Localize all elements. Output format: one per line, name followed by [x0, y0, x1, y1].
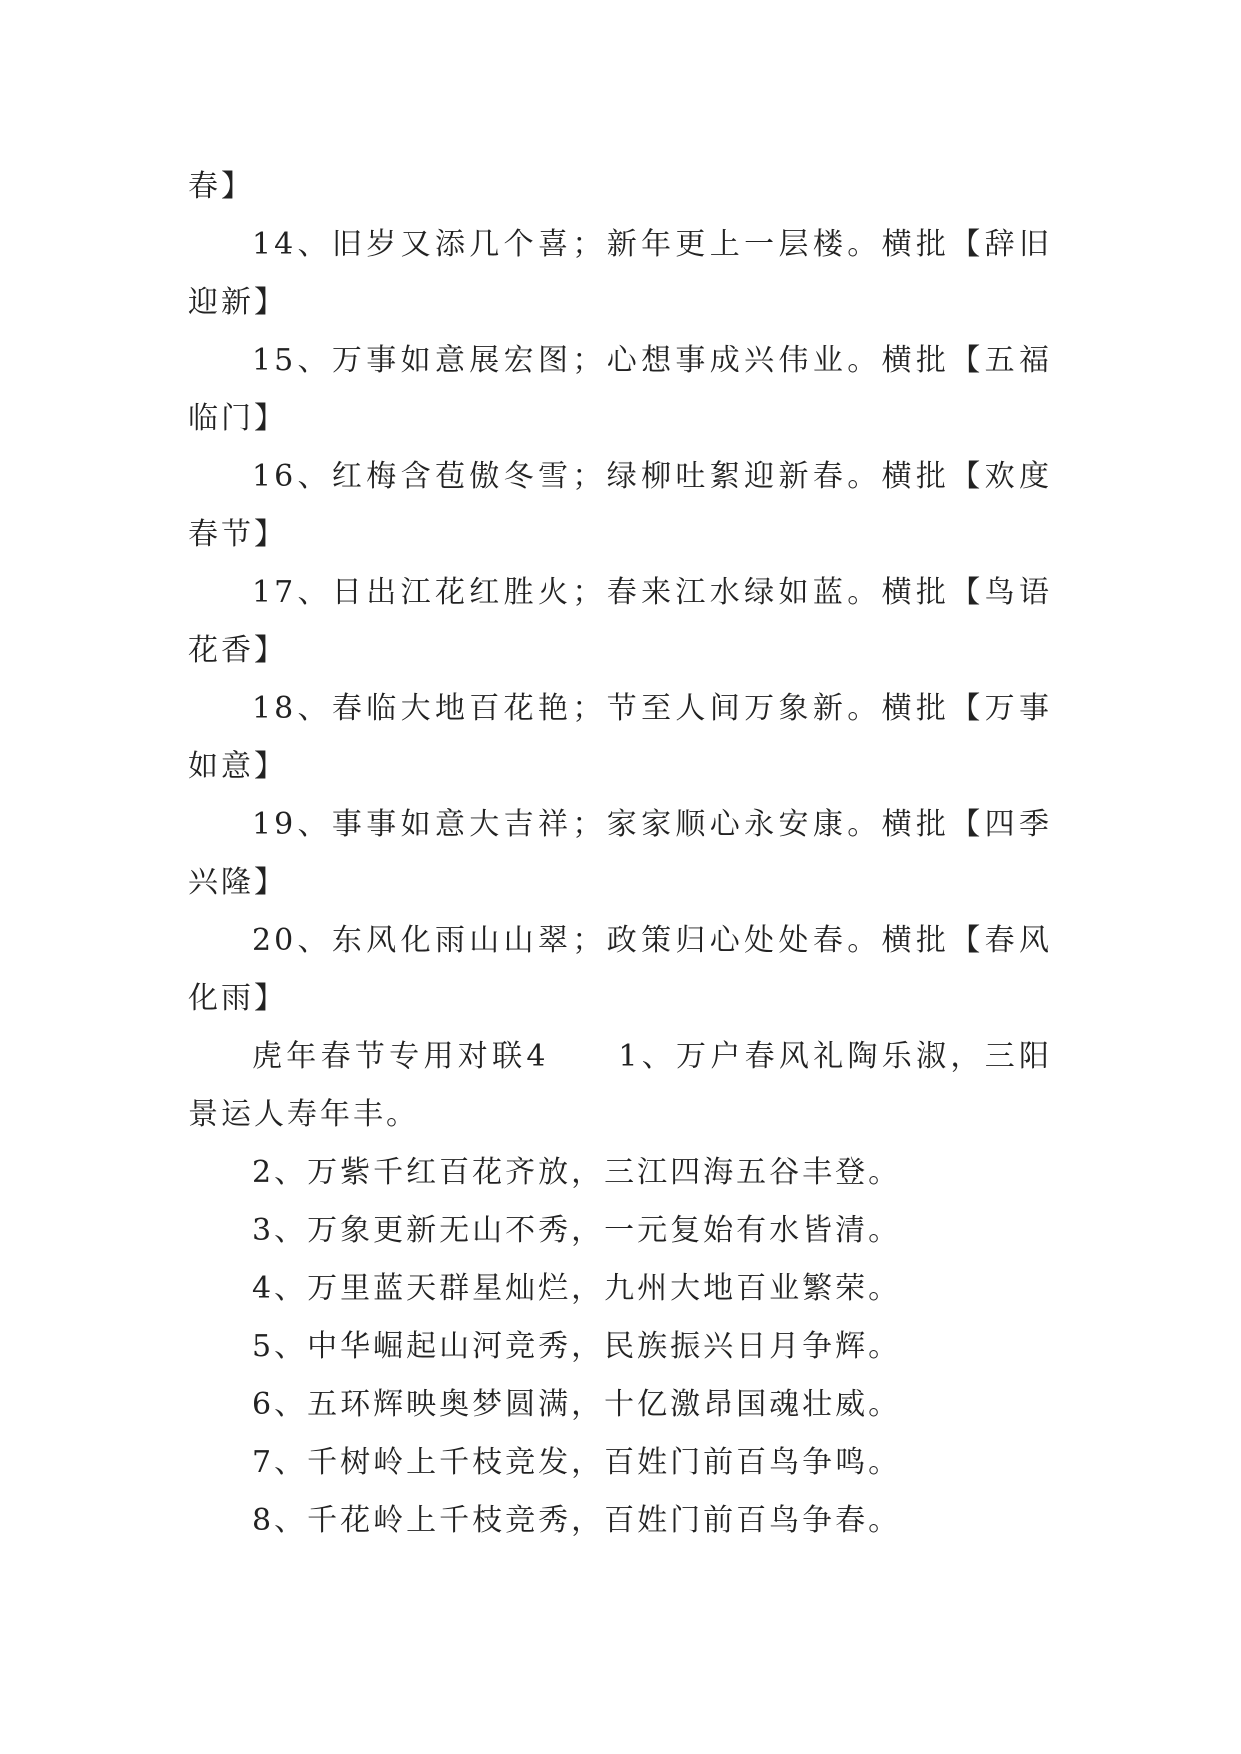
document-body: [188, 158, 1052, 1550]
couplet-8: 8、千花岭上千枝竞秀，百姓门前百鸟争春。: [252, 1503, 902, 1538]
section-heading-couplet-1: 虎年春节专用对联4 1、万户春风礼陶乐淑，三阳景运人寿年丰。: [188, 1039, 1052, 1132]
couplet-20: 20、东风化雨山山翠；政策归心处处春。横批【春风化雨】: [188, 923, 1052, 1016]
couplet-17: 17、日出江花红胜火；春来江水绿如蓝。横批【鸟语花香】: [188, 575, 1052, 668]
couplet-16: 16、红梅含苞傲冬雪；绿柳吐絮迎新春。横批【欢度春节】: [188, 459, 1052, 552]
couplet-14: 14、旧岁又添几个喜；新年更上一层楼。横批【辞旧迎新】: [188, 227, 1052, 320]
paragraph-continuation: 春】: [188, 169, 254, 204]
couplet-4: 4、万里蓝天群星灿烂，九州大地百业繁荣。: [252, 1271, 902, 1306]
couplet-18: 18、春临大地百花艳；节至人间万象新。横批【万事如意】: [188, 691, 1052, 784]
couplet-2: 2、万紫千红百花齐放，三江四海五谷丰登。: [252, 1155, 902, 1190]
couplet-3: 3、万象更新无山不秀，一元复始有水皆清。: [252, 1213, 902, 1248]
couplet-19: 19、事事如意大吉祥；家家顺心永安康。横批【四季兴隆】: [188, 807, 1052, 900]
couplet-7: 7、千树岭上千枝竞发，百姓门前百鸟争鸣。: [252, 1445, 902, 1480]
couplet-5: 5、中华崛起山河竞秀，民族振兴日月争辉。: [252, 1329, 902, 1364]
couplet-6: 6、五环辉映奥梦圆满，十亿激昂国魂壮威。: [252, 1387, 902, 1422]
couplet-15: 15、万事如意展宏图；心想事成兴伟业。横批【五福临门】: [188, 343, 1052, 436]
